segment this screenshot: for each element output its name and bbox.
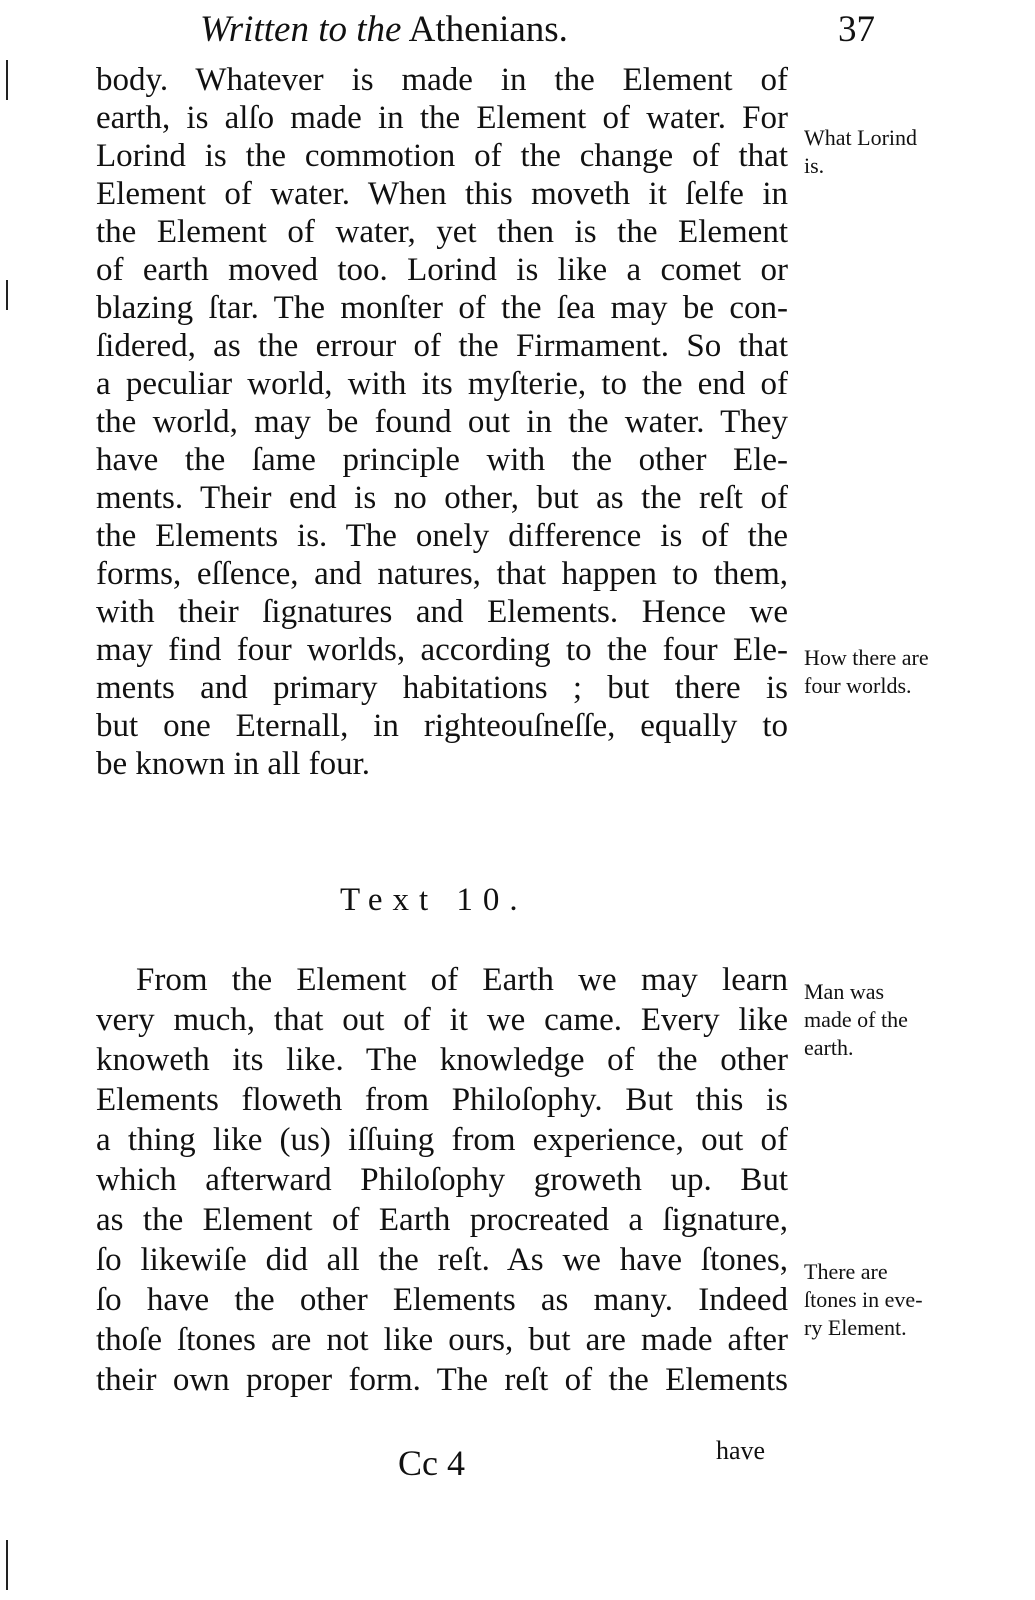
section-heading: Text 10. (340, 882, 528, 918)
running-head (200, 8, 760, 58)
page-number: 37 (838, 9, 875, 50)
text-line: thoſe ſtones are not like ours, but are made after (96, 1322, 788, 1358)
text-line: Element of water. When this moveth it ſelfe in (96, 176, 788, 212)
margin-note-line: What Lorind (804, 125, 918, 150)
text-line: knoweth its like. The knowledge of the other (96, 1042, 788, 1078)
margin-note-line: is. (804, 153, 825, 178)
text-line: which afterward Philoſophy groweth up. But (96, 1162, 788, 1198)
text-line: ments. Their end is no other, but as the reſt of (96, 480, 788, 516)
text-line: ſidered, as the errour of the Firmament. So that (96, 328, 788, 364)
text-line: body. Whatever is made in the Element of (96, 62, 788, 98)
margin-note-line: Man was (804, 979, 885, 1004)
page-edge-mark (6, 60, 8, 100)
margin-note (804, 124, 1004, 180)
page-edge-mark (6, 280, 8, 310)
margin-note-line: made of the (804, 1007, 908, 1032)
margin-note-line: earth. (804, 1035, 854, 1060)
text-line: be known in all four. (96, 746, 371, 782)
text-line: their own proper form. The reſt of the Elements (96, 1362, 788, 1398)
catchword: have (716, 1436, 766, 1465)
text-line: earth, is alſo made in the Element of water. For (96, 100, 788, 136)
text-line: but one Eternall, in righteouſneſſe, equally to (96, 708, 788, 744)
margin-note (804, 644, 1004, 700)
text-line: ments and primary habitations ; but there is (96, 670, 788, 706)
margin-note (804, 978, 1004, 1062)
text-line: forms, eſſence, and natures, that happen to them, (96, 556, 788, 592)
margin-note-line: ſtones in eve- (804, 1287, 923, 1312)
text-line: with their ſignatures and Elements. Hence we (96, 594, 788, 630)
running-title-italic: Written to the (200, 9, 402, 50)
text-line: have the ſame principle with the other Ele- (96, 442, 788, 478)
text-line: a thing like (us) iſſuing from experience, out of (96, 1122, 788, 1158)
text-line: Lorind is the commotion of the change of that (96, 138, 788, 174)
text-line: From the Element of Earth we may learn (136, 962, 788, 998)
text-line: the Elements is. The onely difference is of the (96, 518, 788, 554)
running-title-roman: Athenians. (408, 9, 568, 50)
margin-note-line: ry Element. (804, 1315, 907, 1340)
running-title (200, 8, 568, 51)
signature-mark: Cc 4 (398, 1443, 465, 1483)
text-line: the world, may be found out in the water. They (96, 404, 788, 440)
text-line: Elements floweth from Philoſophy. But this is (96, 1082, 788, 1118)
text-line: very much, that out of it we came. Every like (96, 1002, 788, 1038)
margin-note-line: four worlds. (804, 673, 912, 698)
text-line: blazing ſtar. The monſter of the ſea may be con- (96, 290, 788, 326)
text-line: a peculiar world, with its myſterie, to the end of (96, 366, 788, 402)
text-line: ſo have the other Elements as many. Indeed (96, 1282, 788, 1318)
text-line: may find four worlds, according to the four Ele- (96, 632, 788, 668)
text-line: of earth moved too. Lorind is like a comet or (96, 252, 788, 288)
text-line: as the Element of Earth procreated a ſignature, (96, 1202, 788, 1238)
page-edge-mark (6, 1540, 8, 1590)
margin-note-line: There are (804, 1259, 888, 1284)
text-line: the Element of water, yet then is the Element (96, 214, 788, 250)
margin-note (804, 1258, 1004, 1342)
catchline (0, 1436, 1035, 1502)
margin-note-line: How there are (804, 645, 929, 670)
text-line: ſo likewiſe did all the reſt. As we have ſtones, (96, 1242, 788, 1278)
